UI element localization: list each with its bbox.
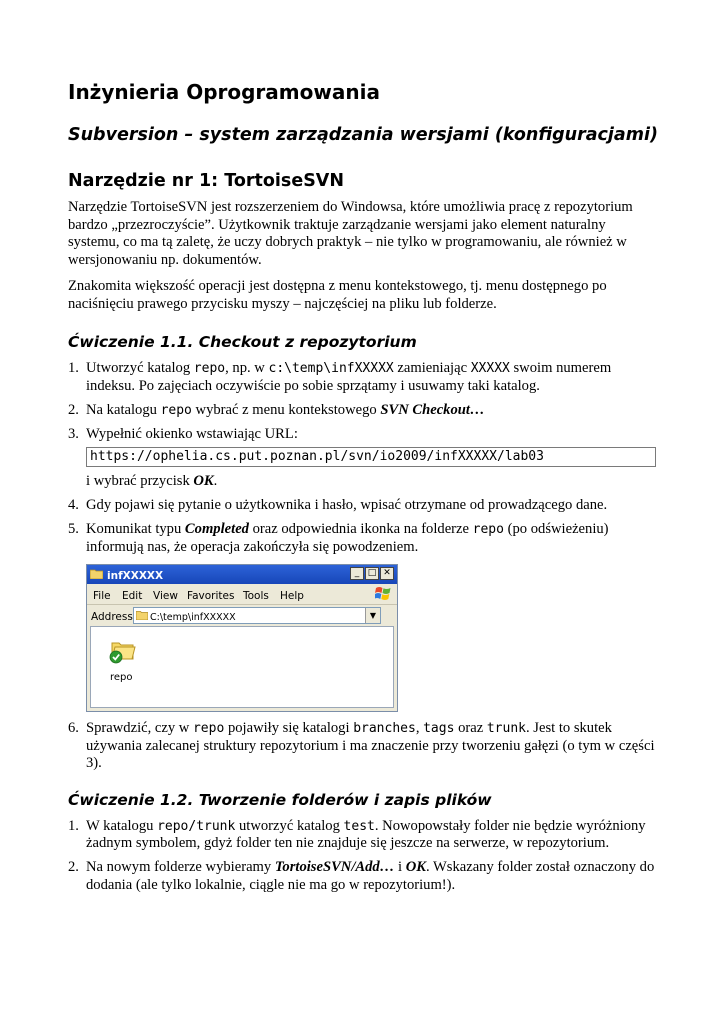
- explorer-window-screenshot: [86, 564, 398, 712]
- list-item: [68, 720, 658, 773]
- context-menu-paragraph: Znakomita większość operacji jest dostępna z menu kontekstowego, tj. menu dostępnego po naciśnięciu prawego przycisku myszy – najczęściej na pliku lub folderze.: [68, 278, 607, 312]
- text: Na nowym folderze wybieramy: [86, 859, 275, 875]
- list-item: [68, 521, 658, 712]
- text: zamieniając: [393, 360, 471, 376]
- button-name: OK: [193, 473, 214, 489]
- item-number: 1.: [68, 817, 79, 834]
- text: swoim numerem indeksu. Po zajęciach oczywiście po sobie sprzątamy i usuwamy taki katalog.: [86, 360, 612, 394]
- list-item: [68, 426, 658, 491]
- item-number: 2.: [68, 401, 79, 418]
- text: i: [394, 859, 406, 875]
- address-label: Address: [91, 611, 133, 623]
- menu-edit[interactable]: Edit: [122, 590, 143, 602]
- menu-command: SVN Checkout…: [380, 401, 485, 418]
- folder-content-pane: [90, 626, 394, 708]
- text: utworzyć katalog: [235, 817, 344, 834]
- exercise-1-2-heading: Ćwiczenie 1.2. Tworzenie folderów i zapis plików: [68, 790, 492, 809]
- text: Wypełnić okienko wstawiając URL:: [86, 425, 298, 442]
- svn-folder-icon[interactable]: [109, 638, 137, 664]
- exercise-1-1-heading: Ćwiczenie 1.1. Checkout z repozytorium: [68, 333, 417, 351]
- chevron-down-icon[interactable]: ▼: [365, 608, 380, 623]
- menu-view[interactable]: View: [153, 590, 178, 602]
- text: Na katalogu: [86, 401, 161, 418]
- close-button[interactable]: ✕: [380, 567, 394, 580]
- text: . Jest to skutek używania zalecanej struktury repozytorium i ma znaczenie przy tworzeniu gałęzi (o tym w części 3).: [86, 720, 655, 771]
- folder-label: repo: [110, 672, 133, 683]
- text: i wybrać przycisk: [86, 473, 194, 489]
- menu-command: TortoiseSVN/Add…: [274, 859, 395, 875]
- code: tags: [423, 721, 455, 736]
- code: repo: [160, 402, 192, 418]
- list-item: [68, 402, 658, 420]
- text: oraz: [454, 720, 487, 736]
- text: oraz odpowiednia ikonka na folderze: [248, 521, 473, 537]
- text: Utworzyć katalog: [86, 360, 194, 376]
- maximize-button[interactable]: □: [365, 567, 379, 580]
- code: c:\temp\infXXXXX: [268, 361, 394, 376]
- text: . Nowopowstały folder nie będzie wyróżniony żadnym symbolem, gdyż folder ten nie znajduje się jeszcze na serwerze, w repozytorium.: [86, 817, 646, 851]
- menu-help[interactable]: Help: [280, 590, 304, 602]
- windows-logo-icon: [375, 586, 391, 601]
- url-box: https://ophelia.cs.put.poznan.pl/svn/io2009/infXXXXX/lab03: [86, 447, 656, 467]
- item-number: 6.: [68, 720, 79, 736]
- text: . Wskazany folder został oznaczony do dodania (ale tylko lokalnie, ciągle nie ma go w repozytorium!).: [86, 859, 655, 893]
- list-item: [68, 859, 658, 894]
- menu-bar: [87, 584, 397, 605]
- menu-favorites[interactable]: Favorites: [187, 590, 235, 602]
- text: W katalogu: [86, 817, 158, 834]
- code: repo: [192, 721, 225, 736]
- code: repo: [472, 522, 504, 537]
- exercise-1-1-steps: [68, 360, 658, 773]
- code: XXXXX: [470, 361, 510, 376]
- folder-icon: [136, 610, 148, 620]
- document-page: [68, 80, 658, 901]
- text: Sprawdzić, czy w: [86, 720, 193, 736]
- menu-file[interactable]: File: [93, 590, 111, 602]
- code: trunk: [486, 721, 526, 736]
- text: (po odświeżeniu) informują nas, że operacja zakończyła się powodzeniem.: [86, 521, 609, 555]
- menu-tools[interactable]: Tools: [243, 590, 269, 602]
- button-name: OK: [405, 859, 426, 875]
- item-number: 4.: [68, 497, 79, 513]
- address-value: C:\temp\infXXXXX: [150, 612, 236, 623]
- text: Komunikat typu: [86, 521, 185, 537]
- address-input[interactable]: [133, 607, 381, 624]
- document-subtitle: Subversion – system zarządzania wersjami (konfiguracjami): [68, 125, 658, 145]
- item-number: 1.: [68, 360, 79, 376]
- address-bar: [87, 605, 397, 625]
- item-number: 2.: [68, 859, 79, 875]
- text: , np. w: [225, 360, 269, 376]
- window-title: infXXXXX: [107, 570, 164, 582]
- document-title: Inżynieria Oprogramowania: [68, 80, 380, 104]
- text: ,: [415, 720, 424, 736]
- text: .: [213, 473, 218, 489]
- text: wybrać z menu kontekstowego: [191, 401, 381, 418]
- minimize-button[interactable]: _: [350, 567, 364, 580]
- section-heading: Narzędzie nr 1: TortoiseSVN: [68, 171, 344, 191]
- code: branches: [353, 721, 416, 736]
- item-number: 3.: [68, 425, 79, 442]
- code: repo: [193, 361, 226, 376]
- list-item: [68, 818, 658, 853]
- code: test: [343, 818, 375, 834]
- exercise-1-2-steps: [68, 818, 658, 895]
- window-titlebar: [87, 565, 397, 584]
- status-word: Completed: [184, 521, 249, 537]
- code: repo/trunk: [157, 818, 236, 834]
- list-item: [68, 360, 658, 395]
- text: pojawiły się katalogi: [224, 720, 354, 736]
- folder-icon: [90, 568, 103, 579]
- list-item: [68, 497, 658, 515]
- text: Gdy pojawi się pytanie o użytkownika i hasło, wpisać otrzymane od prowadzącego dane.: [86, 497, 608, 513]
- intro-paragraph: Narzędzie TortoiseSVN jest rozszerzeniem do Windowsa, które umożliwia pracę z repozytorium bardzo „przezroczyście”. Użytkownik traktuje zarządzanie wersjami jako element naturalny systemu, co ma tą zaletę, że uczy dobrych praktyk – nie tylko w programowaniu, ale również w wersjonowaniu np. dokumentów.: [68, 199, 633, 268]
- item-number: 5.: [68, 521, 79, 537]
